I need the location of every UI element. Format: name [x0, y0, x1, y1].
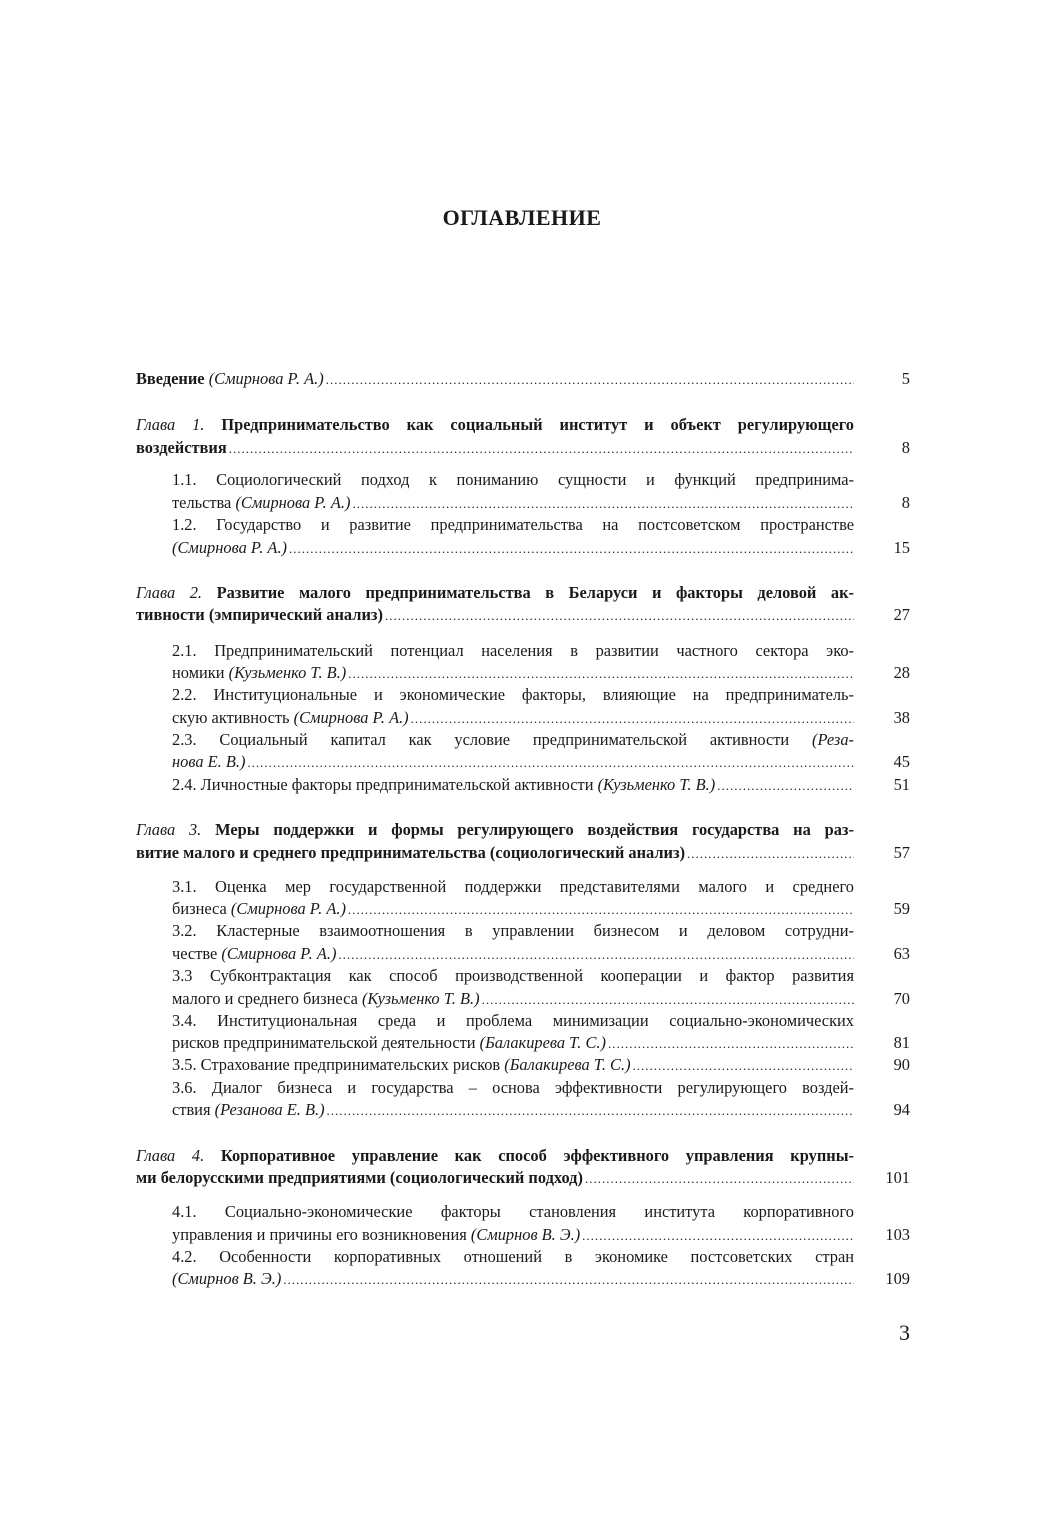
- section-text: честве: [172, 944, 218, 963]
- section-1-2-cont[interactable]: [172, 537, 854, 559]
- section-text: управления и причины его возникновения: [172, 1225, 467, 1244]
- chapter-4-title[interactable]: [136, 1145, 854, 1167]
- chapter-3-title[interactable]: [136, 819, 854, 841]
- section-text: малого и среднего бизнеса: [172, 989, 358, 1008]
- intro-label: Введение: [136, 369, 205, 388]
- page-number: 15: [893, 538, 910, 557]
- section-author: (Смирнова Р. А.): [172, 538, 287, 557]
- chapter-title-line: витие малого и среднего предпринимательства (социологический анализ): [136, 843, 686, 862]
- section-text: 2.4. Личностные факторы предпринимательской активности: [172, 775, 594, 794]
- chapter-title-line: ми белорусскими предприятиями (социологический подход): [136, 1168, 583, 1187]
- section-author: (Кузьменко Т. В.): [361, 989, 480, 1008]
- section-author: (Резанова Е. В.): [214, 1100, 325, 1119]
- section-author: (Смирнова Р. А.): [235, 493, 351, 512]
- section-author: (Смирнова Р. А.): [230, 899, 346, 918]
- section-author: (Балакирева Т. С.): [479, 1033, 606, 1052]
- section-3-2-cont[interactable]: [172, 943, 854, 965]
- page-number: 5: [901, 369, 910, 388]
- section-4-2[interactable]: 4.2. Особенности корпоративных отношений в экономике постсоветских стран: [172, 1247, 854, 1266]
- chapter-label: Глава 2.: [136, 583, 203, 602]
- page-number: 90: [893, 1055, 910, 1074]
- page-folio: 3: [899, 1320, 910, 1345]
- section-text: рисков предпринимательской деятельности: [172, 1033, 476, 1052]
- page-number: 51: [893, 775, 910, 794]
- section-author: (Реза-: [812, 730, 854, 749]
- section-2-1-cont[interactable]: [172, 662, 854, 684]
- section-author: (Кузьменко Т. В.): [228, 663, 347, 682]
- chapter-3-title-cont[interactable]: [136, 842, 854, 864]
- section-3-3-cont[interactable]: [172, 988, 854, 1010]
- section-text: ствия: [172, 1100, 211, 1119]
- intro-author: (Смирнова Р. А.): [208, 369, 324, 388]
- chapter-title-line: Меры поддержки и формы регулирующего воздействия государства на раз-: [215, 820, 854, 839]
- section-text: 2.3. Социальный капитал как условие предпринимательской активности: [172, 730, 790, 749]
- chapter-label: Глава 3.: [136, 820, 202, 839]
- section-text: скую активность: [172, 708, 290, 727]
- page-number: 70: [893, 989, 910, 1008]
- page-number: 109: [885, 1269, 910, 1288]
- page-number: 8: [901, 438, 910, 457]
- section-author: (Смирнов В. Э.): [172, 1269, 282, 1288]
- section-author: нова Е. В.): [172, 752, 246, 771]
- section-author: (Смирнова Р. А.): [293, 708, 409, 727]
- page-number: 8: [901, 493, 910, 512]
- section-2-2[interactable]: 2.2. Институциональные и экономические факторы, влияющие на предприниматель-: [172, 685, 854, 704]
- chapter-label: Глава 1.: [136, 415, 205, 434]
- page-number: 57: [893, 843, 910, 862]
- chapter-4-title-cont[interactable]: [136, 1167, 854, 1189]
- page-number: 27: [893, 605, 910, 624]
- chapter-label: Глава 4.: [136, 1146, 205, 1165]
- chapter-1-title[interactable]: [136, 414, 854, 436]
- chapter-title-line: Предпринимательство как социальный институт и объект регулирующего: [221, 415, 854, 434]
- section-4-2-cont[interactable]: [172, 1268, 854, 1290]
- page-number: 81: [893, 1033, 910, 1052]
- section-text: бизнеса: [172, 899, 227, 918]
- section-2-3-cont[interactable]: [172, 751, 854, 773]
- page-number: 101: [885, 1168, 910, 1187]
- section-author: (Кузьменко Т. В.): [597, 775, 716, 794]
- page-number: 28: [893, 663, 910, 682]
- section-2-1[interactable]: 2.1. Предпринимательский потенциал населения в развитии частного сектора эко-: [172, 641, 854, 660]
- page-number: 94: [893, 1100, 910, 1119]
- section-3-5[interactable]: [172, 1054, 854, 1076]
- section-3-1[interactable]: 3.1. Оценка мер государственной поддержки представителями малого и среднего: [172, 877, 854, 896]
- section-2-3[interactable]: [172, 729, 854, 751]
- chapter-title-line: тивности (эмпирический анализ): [136, 605, 383, 624]
- section-1-1-cont[interactable]: [172, 492, 854, 514]
- section-3-4-cont[interactable]: [172, 1032, 854, 1054]
- section-3-4[interactable]: 3.4. Институциональная среда и проблема минимизации социально-экономических: [172, 1011, 854, 1030]
- chapter-title-line: Развитие малого предпринимательства в Беларуси и факторы деловой ак-: [216, 583, 854, 602]
- chapter-title-line: Корпоративное управление как способ эффективного управления крупны-: [220, 1146, 854, 1165]
- page-number: 103: [885, 1225, 910, 1244]
- section-2-4[interactable]: [172, 774, 854, 796]
- page-title: ОГЛАВЛЕНИЕ: [442, 205, 602, 230]
- page-number: 59: [893, 899, 910, 918]
- section-4-1-cont[interactable]: [172, 1224, 854, 1246]
- page-number: 45: [893, 752, 910, 771]
- section-text: номики: [172, 663, 225, 682]
- section-author: (Смирнова Р. А.): [221, 944, 337, 963]
- section-3-3[interactable]: 3.3 Субконтрактация как способ производственной кооперации и фактор развития: [172, 966, 854, 985]
- page-number: 38: [893, 708, 910, 727]
- chapter-2-title[interactable]: [136, 582, 854, 604]
- section-3-2[interactable]: 3.2. Кластерные взаимоотношения в управлении бизнесом и деловом сотрудни-: [172, 921, 854, 940]
- section-3-6-cont[interactable]: [172, 1099, 854, 1121]
- section-text: тельства: [172, 493, 232, 512]
- section-1-1[interactable]: 1.1. Социологический подход к пониманию сущности и функций предпринима-: [172, 470, 854, 489]
- section-4-1[interactable]: 4.1. Социально-экономические факторы становления института корпоративного: [172, 1202, 854, 1221]
- chapter-1-title-cont[interactable]: [136, 437, 854, 459]
- section-3-6[interactable]: 3.6. Диалог бизнеса и государства – основа эффективности регулирующего воздей-: [172, 1078, 854, 1097]
- section-author: (Балакирева Т. С.): [504, 1055, 631, 1074]
- toc-entry-intro[interactable]: [136, 368, 854, 390]
- section-2-2-cont[interactable]: [172, 707, 854, 729]
- section-1-2[interactable]: 1.2. Государство и развитие предпринимательства на постсоветском пространстве: [172, 515, 854, 534]
- chapter-2-title-cont[interactable]: [136, 604, 854, 626]
- page-number: 63: [893, 944, 910, 963]
- chapter-title-line: воздействия: [136, 438, 227, 457]
- section-text: 3.5. Страхование предпринимательских рисков: [172, 1055, 501, 1074]
- section-author: (Смирнов В. Э.): [470, 1225, 581, 1244]
- section-3-1-cont[interactable]: [172, 898, 854, 920]
